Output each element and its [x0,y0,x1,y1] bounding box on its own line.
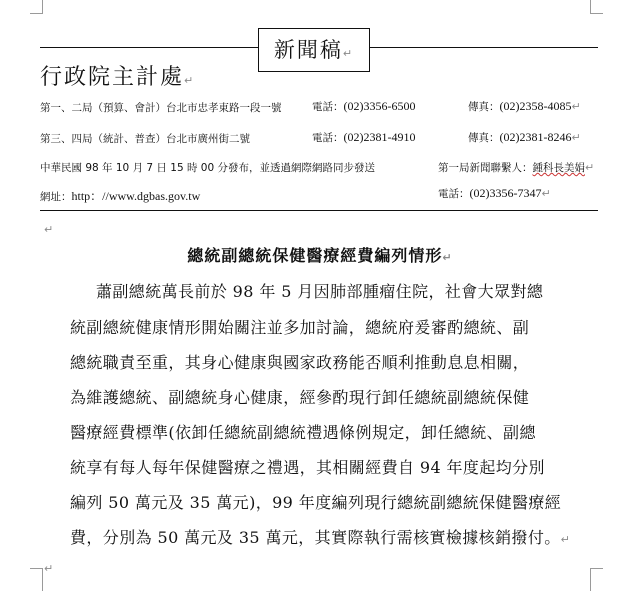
address-text: 第一、二局（預算、會計）台北市忠孝東路一段一號 [40,102,282,114]
article-line-4: 為維護總統、副總統身心健康，經參酌現行卸任總統副總統保健 [70,388,530,407]
fax-label: 傳真： [468,101,500,113]
contact-tel [438,186,551,201]
crop-mark-bottom-right [590,568,603,591]
website [40,187,200,204]
tel-label: 電話： [312,101,344,113]
press-release-label: 新聞稿 [273,38,343,62]
tel-bureau-1-2 [312,99,416,114]
paragraph-mark: ↵ [442,251,453,264]
paragraph-mark: ↵ [560,533,571,546]
website-link[interactable]: http：//www.dgbas.gov.tw [71,189,201,203]
empty-paragraph-mark: ↵ [44,562,54,575]
fax-value: (02)2358-4085 [499,99,572,113]
article-line-6: 統享有每人每年保健醫療之禮遇，其相關經費自 94 年度起均分別 [70,458,545,477]
address-text: 第三、四局（統計、普查）台北市廣州街二號 [40,133,250,145]
contact-tel-label: 電話： [438,188,470,200]
article-line-1: 蕭副總統萬長前於 98 年 5 月因肺部腫瘤住院，社會大眾對總 [96,282,544,301]
tel-bureau-3-4 [312,130,416,145]
press-release-label-box [258,28,370,72]
release-notice-text: 中華民國 98 年 10 月 7 日 15 時 00 分發布，並透過網際網路同步發送 [40,162,375,174]
empty-paragraph-mark: ↵ [44,223,54,236]
article-title [0,243,640,266]
fax-label: 傳真： [468,132,500,144]
crop-mark-bottom-left [30,568,43,591]
fax-bureau-1-2 [468,99,581,114]
article-line-5: 醫療經費標準(依卸任總統副總統禮遇條例規定，卸任總統、副總 [70,423,536,442]
tel-label: 電話： [312,132,344,144]
address-bureau-3-4 [40,131,250,146]
paragraph-mark: ↵ [184,74,196,87]
org-name [40,60,195,91]
address-bureau-1-2 [40,100,282,115]
contact-person-name: 鍾科長美娟 [532,162,585,174]
paragraph-mark: ↵ [541,187,551,200]
contact-person [438,160,594,175]
org-name-text: 行政院主計處 [40,65,185,90]
article-line-8-text: 費，分別為 50 萬元及 35 萬元，其實際執行需核實檢據核銷撥付。 [70,528,561,547]
article-title-text: 總統副總統保健醫療經費編列情形 [187,246,443,265]
release-notice [40,160,375,175]
tel-value: (02)3356-6500 [343,99,416,113]
contact-person-label: 第一局新聞聯繫人： [438,162,533,174]
article-line-2: 統副總統健康情形開始關注並多加討論，總統府爰審酌總統、副 [70,318,530,337]
header-bottom-rule [40,210,598,211]
paragraph-mark: ↵ [342,47,355,60]
website-label: 網址： [40,191,72,203]
fax-bureau-3-4 [468,130,581,145]
article-line-8 [70,525,570,548]
tel-value: (02)2381-4910 [343,130,416,144]
crop-mark-top-left [30,0,43,14]
article-line-3: 總統職責至重，其身心健康與國家政務能否順利推動息息相關， [70,353,530,372]
paragraph-mark: ↵ [571,100,581,113]
paragraph-mark: ↵ [585,161,595,174]
fax-value: (02)2381-8246 [499,130,572,144]
contact-tel-value: (02)3356-7347 [469,186,542,200]
crop-mark-top-right [590,0,603,14]
paragraph-mark: ↵ [571,131,581,144]
article-line-7: 編列 50 萬元及 35 萬元)，99 年度編列現行總統副總統保健醫療經 [70,493,562,512]
